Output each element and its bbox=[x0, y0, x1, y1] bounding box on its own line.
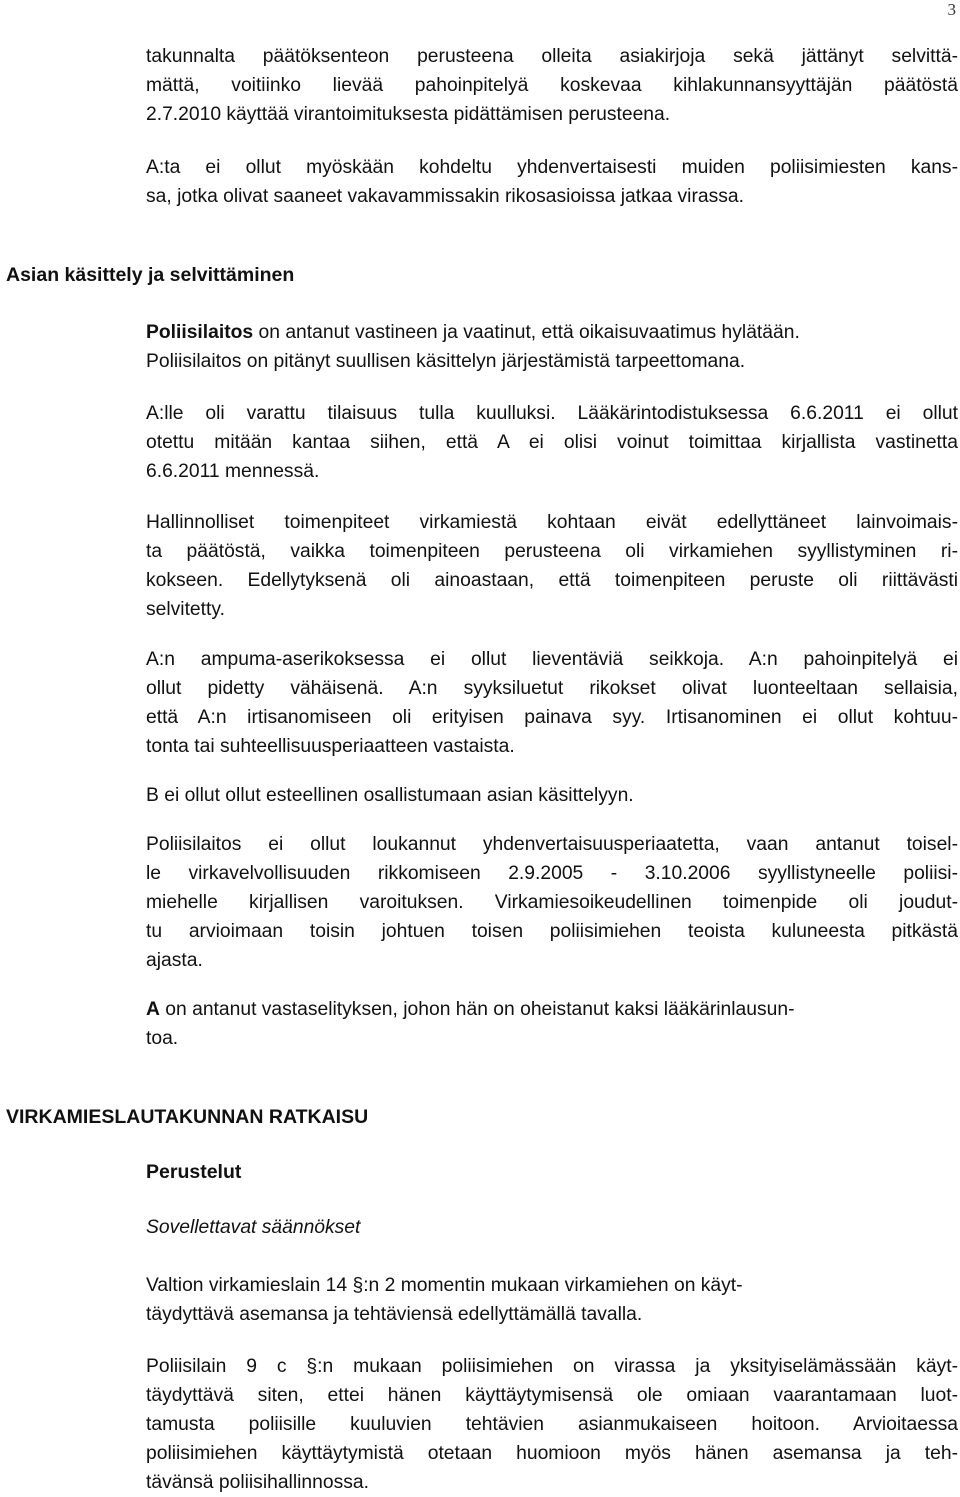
text-line: Poliisilaitos ei ollut loukannut yhdenvertaisuusperiaatetta, vaan antanut toisel- bbox=[146, 834, 958, 855]
text-line: täydyttävä siten, ettei hänen käyttäytymisensä ole omiaan vaarantamaan luot- bbox=[146, 1385, 958, 1406]
section-heading-processing: Asian käsittely ja selvittäminen bbox=[6, 264, 295, 286]
text-line: mättä, voitiinko lievää pahoinpitelyä koskevaa kihlakunnansyyttäjän päätöstä bbox=[146, 75, 958, 96]
text-line: tävänsä poliisihallinnossa. bbox=[146, 1472, 369, 1493]
text-line: A:lle oli varattu tilaisuus tulla kuulluksi. Lääkärintodistuksessa 6.6.2011 ei ollut bbox=[146, 403, 958, 424]
text-line: sa, jotka olivat saaneet vakavammissakin rikosasioissa jatkaa virassa. bbox=[146, 186, 744, 207]
paragraph-counter-statement bbox=[146, 995, 958, 1053]
bold-party-name: A bbox=[146, 999, 160, 1020]
subheading-grounds: Perustelut bbox=[146, 1161, 242, 1183]
text-line: tamusta poliisille kuuluvien tehtävien asianmukaiseen hoitoon. Arvioitaessa bbox=[146, 1414, 958, 1435]
page-number: 3 bbox=[947, 0, 956, 19]
paragraph-civil-servants-act bbox=[146, 1271, 958, 1329]
paragraph-police-response bbox=[146, 318, 958, 376]
bold-party-name: Poliisilaitos bbox=[146, 322, 254, 343]
text-line: takunnalta päätöksenteon perusteena olleita asiakirjoja sekä jättänyt selvittä- bbox=[146, 46, 958, 67]
text-line: Poliisilaitos on pitänyt suullisen käsittelyn järjestämistä tarpeettomana. bbox=[146, 351, 746, 372]
text-line: kokseen. Edellytyksenä oli ainoastaan, että toimenpiteen peruste oli riittävästi bbox=[146, 570, 958, 591]
text-line: että A:n irtisanomiseen oli erityisen painava syy. Irtisanominen ei ollut kohtuu- bbox=[146, 707, 958, 728]
subheading-applicable-provisions: Sovellettavat säännökset bbox=[146, 1217, 361, 1238]
text-line: selvitetty. bbox=[146, 599, 225, 620]
text-line: toa. bbox=[146, 1028, 179, 1049]
text-line: le virkavelvollisuuden rikkomiseen 2.9.2005 - 3.10.2006 syyllistyneelle poliisi- bbox=[146, 863, 958, 884]
paragraph-administrative-measures bbox=[146, 508, 958, 624]
paragraph-police-act bbox=[146, 1352, 958, 1497]
text-line: tonta tai suhteellisuusperiaatteen vastaista. bbox=[146, 736, 515, 757]
text-line: Hallinnolliset toimenpiteet virkamiestä kohtaan eivät edellyttäneet lainvoimais- bbox=[146, 512, 958, 533]
paragraph-offences bbox=[146, 645, 958, 761]
text-line: ta päätöstä, vaikka toimenpiteen perusteena oli virkamiehen syyllistyminen ri- bbox=[146, 541, 958, 562]
text-fragment: on antanut vastaselityksen, johon hän on oheistanut kaksi lääkärinlausun- bbox=[159, 999, 795, 1020]
text-line: täydyttävä asemansa ja tehtäviensä edellyttämällä tavalla. bbox=[146, 1304, 643, 1325]
text-line: poliisimiehen käyttäytymistä otetaan huomioon myös hänen asemansa ja teh- bbox=[146, 1443, 958, 1464]
paragraph-intro bbox=[146, 42, 958, 129]
text-line bbox=[146, 318, 958, 347]
paragraph-hearing bbox=[146, 399, 958, 486]
text-line: Valtion virkamieslain 14 §:n 2 momentin mukaan virkamiehen on käyt- bbox=[146, 1275, 743, 1296]
text-line: ollut pidetty vähäisenä. A:n syyksiluetut rikokset olivat luonteeltaan sellaisia, bbox=[146, 678, 958, 699]
text-fragment: on antanut vastineen ja vaatinut, että oikaisuvaatimus hylätään. bbox=[253, 322, 800, 343]
text-line: 2.7.2010 käyttää virantoimituksesta pidättämisen perusteena. bbox=[146, 104, 671, 125]
text-line bbox=[146, 995, 958, 1024]
text-line: miehelle kirjallisen varoituksen. Virkamiesoikeudellinen toimenpide oli joudut- bbox=[146, 892, 958, 913]
paragraph-equal-treatment bbox=[146, 153, 958, 211]
paragraph-disqualification bbox=[146, 781, 958, 810]
text-line: otettu mitään kantaa siihen, että A ei olisi voinut toimittaa kirjallista vastinetta bbox=[146, 432, 958, 453]
text-line: B ei ollut ollut esteellinen osallistumaan asian käsittelyyn. bbox=[146, 785, 634, 806]
text-line: A:ta ei ollut myöskään kohdeltu yhdenvertaisesti muiden poliisimiesten kans- bbox=[146, 157, 958, 178]
text-line: tu arvioimaan toisin johtuen toisen poliisimiehen teoista kuluneesta pitkästä bbox=[146, 921, 958, 942]
text-line: 6.6.2011 mennessä. bbox=[146, 461, 320, 482]
paragraph-equality-principle bbox=[146, 830, 958, 975]
text-line: ajasta. bbox=[146, 950, 203, 971]
section-heading-decision: VIRKAMIESLAUTAKUNNAN RATKAISU bbox=[6, 1106, 369, 1128]
text-line: Poliisilain 9 c §:n mukaan poliisimiehen on virassa ja yksityiselämässään käyt- bbox=[146, 1356, 958, 1377]
text-line: A:n ampuma-aserikoksessa ei ollut lieventäviä seikkoja. A:n pahoinpitelyä ei bbox=[146, 649, 958, 670]
